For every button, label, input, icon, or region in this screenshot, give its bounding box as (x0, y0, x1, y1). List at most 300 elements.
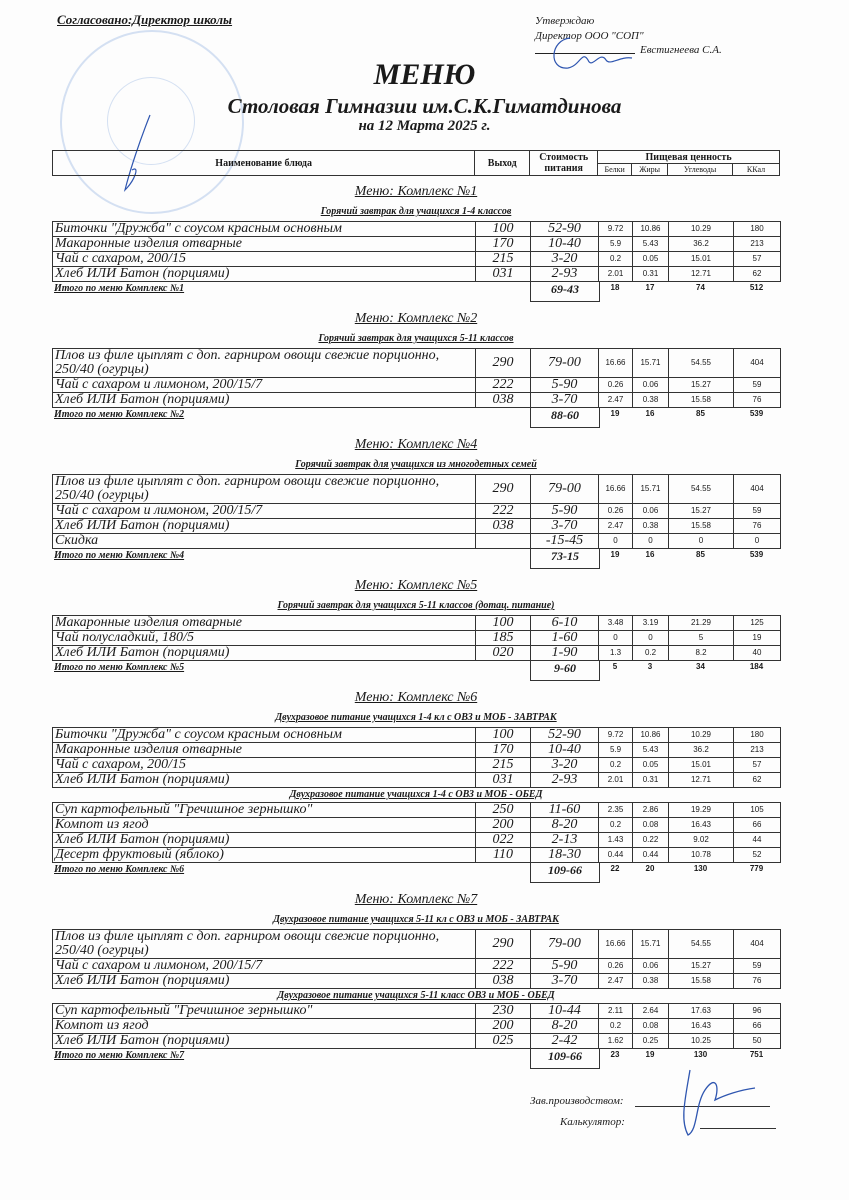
dish-protein: 2.35 (599, 803, 633, 818)
dish-yield: 170 (476, 237, 531, 252)
dish-yield: 022 (476, 833, 531, 848)
dish-carbs: 15.58 (669, 393, 734, 408)
dish-protein: 9.72 (599, 222, 633, 237)
dish-table (52, 348, 781, 408)
dish-yield: 185 (476, 631, 531, 646)
dish-cost: 5-90 (531, 959, 599, 974)
dish-cost: 52-90 (531, 222, 599, 237)
dish-table (52, 474, 781, 549)
dish-carbs: 10.78 (669, 848, 734, 863)
dish-fat: 0.06 (633, 504, 669, 519)
group-subtitle: Горячий завтрак для учащихся 5-11 классов (318, 333, 514, 344)
section-gap (52, 302, 780, 310)
dish-kcal: 57 (734, 252, 781, 267)
table-row (53, 1019, 781, 1034)
dish-yield: 031 (476, 267, 531, 282)
dish-cost: 3-70 (531, 519, 599, 534)
dish-carbs: 10.29 (669, 222, 734, 237)
dish-carbs: 15.01 (669, 252, 734, 267)
dish-name: Плов из филе цыплят с доп. гарниром овощи свежие порционно, 250/40 (огурцы) (53, 475, 476, 504)
total-label: Итого по меню Комплекс №6 (54, 864, 185, 875)
dish-carbs: 10.29 (669, 728, 734, 743)
dish-fat: 0.22 (633, 833, 669, 848)
table-row (53, 631, 781, 646)
section-total (52, 282, 780, 302)
dish-kcal: 404 (734, 930, 781, 959)
dish-table (52, 1003, 781, 1049)
dish-fat: 0.08 (633, 818, 669, 833)
col-fat: Жиры (632, 164, 668, 176)
dish-cost: 2-93 (531, 773, 599, 788)
dish-yield: 200 (476, 1019, 531, 1034)
total-cost: 9-60 (530, 661, 600, 681)
director-name: Евстигнеева С.А. (640, 44, 722, 56)
section-title: Меню: Комплекс №2 (354, 311, 478, 326)
dish-fat: 0.31 (633, 773, 669, 788)
dish-name: Макаронные изделия отварные (53, 237, 476, 252)
dish-fat: 0.25 (633, 1034, 669, 1049)
dish-kcal: 52 (734, 848, 781, 863)
table-row (53, 534, 781, 549)
dish-kcal: 180 (734, 728, 781, 743)
table-row (53, 974, 781, 989)
dish-yield: 215 (476, 758, 531, 773)
total-fat: 17 (645, 283, 655, 292)
dish-name: Хлеб ИЛИ Батон (порциями) (53, 833, 476, 848)
dish-cost: 79-00 (531, 930, 599, 959)
dish-protein: 0.26 (599, 378, 633, 393)
dish-name: Хлеб ИЛИ Батон (порциями) (53, 267, 476, 282)
dish-kcal: 62 (734, 773, 781, 788)
dish-kcal: 213 (734, 743, 781, 758)
dish-yield: 290 (476, 475, 531, 504)
dish-table (52, 221, 781, 282)
table-row (53, 833, 781, 848)
dish-name: Хлеб ИЛИ Батон (порциями) (53, 773, 476, 788)
dish-table (52, 929, 781, 989)
total-fat: 19 (645, 1050, 655, 1059)
dish-fat: 2.86 (633, 803, 669, 818)
group-subtitle: Двухразовое питание учащихся 1-4 с ОВЗ и МОБ - ОБЕД (289, 789, 543, 800)
col-carbs: Углеводы (668, 164, 733, 176)
group-subtitle: Двухразовое питание учащихся 5-11 класс ОВЗ и МОБ - ОБЕД (277, 990, 555, 1001)
dish-carbs: 15.58 (669, 974, 734, 989)
dish-protein: 2.01 (599, 773, 633, 788)
menu-section (52, 577, 780, 689)
dish-protein: 1.3 (599, 646, 633, 661)
dish-cost: 11-60 (531, 803, 599, 818)
dish-cost: 8-20 (531, 1019, 599, 1034)
table-row (53, 1034, 781, 1049)
dish-protein: 0.2 (599, 252, 633, 267)
total-fat: 16 (645, 409, 655, 418)
canteen-name: Столовая Гимназии им.С.К.Гиматдинова (227, 94, 622, 118)
dish-fat: 15.71 (633, 475, 669, 504)
dish-yield: 290 (476, 349, 531, 378)
dish-kcal: 50 (734, 1034, 781, 1049)
dish-yield: 020 (476, 646, 531, 661)
dish-protein: 5.9 (599, 743, 633, 758)
dish-table (52, 727, 781, 788)
dish-yield: 170 (476, 743, 531, 758)
dish-protein: 0.26 (599, 504, 633, 519)
dish-kcal: 180 (734, 222, 781, 237)
dish-name: Компот из ягод (53, 1019, 476, 1034)
dish-yield: 215 (476, 252, 531, 267)
dish-kcal: 19 (734, 631, 781, 646)
section-title: Меню: Комплекс №4 (354, 437, 478, 452)
dish-fat: 0.31 (633, 267, 669, 282)
dish-carbs: 54.55 (669, 475, 734, 504)
section-title: Меню: Комплекс №7 (354, 892, 478, 907)
section-total (52, 408, 780, 428)
dish-yield: 031 (476, 773, 531, 788)
dish-cost: 18-30 (531, 848, 599, 863)
table-row (53, 616, 781, 631)
dish-table (52, 615, 781, 661)
dish-protein: 0 (599, 534, 633, 549)
dish-yield: 200 (476, 818, 531, 833)
dish-name: Десерт фруктовый (яблоко) (53, 848, 476, 863)
dish-yield: 222 (476, 378, 531, 393)
dish-carbs: 8.2 (669, 646, 734, 661)
dish-protein: 2.47 (599, 974, 633, 989)
dish-kcal: 213 (734, 237, 781, 252)
table-row (53, 646, 781, 661)
dish-fat: 0.06 (633, 959, 669, 974)
total-kcal: 539 (749, 550, 764, 559)
dish-protein: 2.11 (599, 1004, 633, 1019)
menu-sections (52, 183, 780, 1077)
dish-carbs: 15.58 (669, 519, 734, 534)
dish-yield: 230 (476, 1004, 531, 1019)
total-carbs: 130 (693, 864, 708, 873)
col-kcal: ККал (733, 164, 780, 176)
total-fat: 3 (647, 662, 653, 671)
dish-kcal: 404 (734, 349, 781, 378)
dish-name: Чай полусладкий, 180/5 (53, 631, 476, 646)
dish-cost: 79-00 (531, 475, 599, 504)
dish-name: Скидка (53, 534, 476, 549)
dish-kcal: 44 (734, 833, 781, 848)
dish-name: Макаронные изделия отварные (53, 616, 476, 631)
dish-fat: 5.43 (633, 237, 669, 252)
table-row (53, 504, 781, 519)
approve-label: Утверждаю (535, 15, 595, 27)
total-protein: 5 (612, 662, 618, 671)
dish-carbs: 12.71 (669, 267, 734, 282)
page-title: МЕНЮ (373, 58, 476, 91)
dish-carbs: 19.29 (669, 803, 734, 818)
dish-fat: 10.86 (633, 728, 669, 743)
dish-yield: 038 (476, 519, 531, 534)
table-row (53, 475, 781, 504)
total-carbs: 130 (693, 1050, 708, 1059)
table-row (53, 848, 781, 863)
dish-protein: 0.2 (599, 818, 633, 833)
table-row (53, 758, 781, 773)
dish-carbs: 36.2 (669, 237, 734, 252)
dish-kcal: 76 (734, 393, 781, 408)
dish-protein: 2.47 (599, 393, 633, 408)
group-subtitle: Двухразовое питание учащихся 5-11 кл с ОВЗ и МОБ - ЗАВТРАК (273, 914, 559, 925)
dish-name: Биточки "Дружба" с соусом красным основным (53, 222, 476, 237)
table-row (53, 803, 781, 818)
dish-name: Макаронные изделия отварные (53, 743, 476, 758)
col-name: Наименование блюда (53, 151, 475, 176)
dish-name: Хлеб ИЛИ Батон (порциями) (53, 393, 476, 408)
dish-name: Чай с сахаром, 200/15 (53, 758, 476, 773)
dish-yield: 222 (476, 959, 531, 974)
table-row (53, 378, 781, 393)
dish-yield (476, 534, 531, 549)
dish-kcal: 40 (734, 646, 781, 661)
dish-carbs: 54.55 (669, 349, 734, 378)
group-subtitle: Двухразовое питание учащихся 1-4 кл с ОВЗ и МОБ - ЗАВТРАК (275, 712, 557, 723)
dish-name: Чай с сахаром и лимоном, 200/15/7 (53, 959, 476, 974)
agreed-label: Согласовано:Директор школы (57, 12, 233, 27)
table-row (53, 237, 781, 252)
total-cost: 109-66 (530, 1049, 600, 1069)
dish-cost: 1-90 (531, 646, 599, 661)
dish-yield: 100 (476, 728, 531, 743)
dish-yield: 110 (476, 848, 531, 863)
dish-cost: 3-70 (531, 974, 599, 989)
dish-cost: 10-40 (531, 743, 599, 758)
section-title: Меню: Комплекс №1 (354, 184, 478, 199)
dish-protein: 2.47 (599, 519, 633, 534)
col-yield: Выход (475, 151, 530, 176)
dish-protein: 0.2 (599, 758, 633, 773)
dish-table (52, 802, 781, 863)
dish-fat: 0.2 (633, 646, 669, 661)
dish-cost: 5-90 (531, 504, 599, 519)
dish-cost: 3-70 (531, 393, 599, 408)
total-cost: 109-66 (530, 863, 600, 883)
dish-cost: 10-44 (531, 1004, 599, 1019)
dish-carbs: 16.43 (669, 1019, 734, 1034)
dish-yield: 038 (476, 393, 531, 408)
dish-kcal: 59 (734, 504, 781, 519)
table-row (53, 349, 781, 378)
section-gap (52, 681, 780, 689)
total-kcal: 512 (749, 283, 764, 292)
dish-fat: 0.44 (633, 848, 669, 863)
section-gap (52, 428, 780, 436)
dish-name: Суп картофельный "Гречишное зернышко" (53, 803, 476, 818)
dish-name: Хлеб ИЛИ Батон (порциями) (53, 519, 476, 534)
total-label: Итого по меню Комплекс №1 (54, 283, 185, 294)
table-header (52, 150, 780, 176)
dish-cost: 6-10 (531, 616, 599, 631)
dish-name: Плов из филе цыплят с доп. гарниром овощи свежие порционно, 250/40 (огурцы) (53, 930, 476, 959)
total-carbs: 85 (696, 550, 705, 559)
calculator-label: Калькулятор: (560, 1116, 625, 1128)
dish-protein: 16.66 (599, 475, 633, 504)
dish-yield: 038 (476, 974, 531, 989)
dish-name: Суп картофельный "Гречишное зернышко" (53, 1004, 476, 1019)
total-cost: 73-15 (530, 549, 600, 569)
dish-cost: 1-60 (531, 631, 599, 646)
dish-carbs: 12.71 (669, 773, 734, 788)
dish-fat: 0 (633, 631, 669, 646)
dish-carbs: 15.01 (669, 758, 734, 773)
table-row (53, 252, 781, 267)
dish-kcal: 76 (734, 519, 781, 534)
dish-protein: 1.43 (599, 833, 633, 848)
section-total (52, 661, 780, 681)
dish-name: Чай с сахаром и лимоном, 200/15/7 (53, 504, 476, 519)
dish-kcal: 59 (734, 378, 781, 393)
dish-yield: 025 (476, 1034, 531, 1049)
dish-kcal: 125 (734, 616, 781, 631)
dish-fat: 2.64 (633, 1004, 669, 1019)
dish-name: Чай с сахаром, 200/15 (53, 252, 476, 267)
dish-carbs: 5 (669, 631, 734, 646)
dish-kcal: 404 (734, 475, 781, 504)
dish-carbs: 9.02 (669, 833, 734, 848)
section-title: Меню: Комплекс №6 (354, 690, 478, 705)
table-row (53, 930, 781, 959)
dish-protein: 5.9 (599, 237, 633, 252)
dish-cost: 2-93 (531, 267, 599, 282)
table-row (53, 222, 781, 237)
total-label: Итого по меню Комплекс №4 (54, 550, 185, 561)
table-row (53, 1004, 781, 1019)
dish-protein: 0.26 (599, 959, 633, 974)
dish-protein: 16.66 (599, 930, 633, 959)
total-protein: 22 (610, 864, 620, 873)
dish-name: Хлеб ИЛИ Батон (порциями) (53, 646, 476, 661)
dish-protein: 2.01 (599, 267, 633, 282)
dish-kcal: 105 (734, 803, 781, 818)
total-kcal: 779 (749, 864, 764, 873)
production-signature (670, 1060, 760, 1140)
dish-carbs: 36.2 (669, 743, 734, 758)
dish-cost: 52-90 (531, 728, 599, 743)
dish-fat: 0.05 (633, 758, 669, 773)
dish-protein: 0.2 (599, 1019, 633, 1034)
total-fat: 16 (645, 550, 655, 559)
table-row (53, 267, 781, 282)
total-protein: 18 (610, 283, 620, 292)
section-gap (52, 883, 780, 891)
dish-kcal: 76 (734, 974, 781, 989)
dish-carbs: 15.27 (669, 959, 734, 974)
dish-cost: 2-13 (531, 833, 599, 848)
dish-fat: 0.38 (633, 974, 669, 989)
production-head-label: Зав.производством: (530, 1095, 624, 1107)
total-carbs: 85 (696, 409, 705, 418)
table-row (53, 773, 781, 788)
dish-carbs: 0 (669, 534, 734, 549)
dish-fat: 0.05 (633, 252, 669, 267)
dish-cost: 3-20 (531, 758, 599, 773)
dish-cost: 5-90 (531, 378, 599, 393)
section-gap (52, 569, 780, 577)
group-subtitle: Горячий завтрак для учащихся 1-4 классов (320, 206, 512, 217)
dish-kcal: 66 (734, 818, 781, 833)
total-fat: 20 (645, 864, 655, 873)
dish-cost: 3-20 (531, 252, 599, 267)
dish-yield: 250 (476, 803, 531, 818)
dish-carbs: 54.55 (669, 930, 734, 959)
dish-cost: 10-40 (531, 237, 599, 252)
table-row (53, 519, 781, 534)
total-label: Итого по меню Комплекс №5 (54, 662, 185, 673)
group-subtitle: Горячий завтрак для учащихся из многодетных семей (295, 459, 537, 470)
dish-kcal: 59 (734, 959, 781, 974)
dish-name: Чай с сахаром и лимоном, 200/15/7 (53, 378, 476, 393)
dish-fat: 0 (633, 534, 669, 549)
dish-cost: 79-00 (531, 349, 599, 378)
dish-carbs: 15.27 (669, 504, 734, 519)
menu-section (52, 436, 780, 577)
total-protein: 19 (610, 409, 620, 418)
dish-protein: 1.62 (599, 1034, 633, 1049)
table-row (53, 959, 781, 974)
total-label: Итого по меню Комплекс №7 (54, 1050, 185, 1061)
dish-fat: 10.86 (633, 222, 669, 237)
col-protein: Белки (598, 164, 632, 176)
dish-fat: 15.71 (633, 930, 669, 959)
group-subtitle: Горячий завтрак для учащихся 5-11 классов (дотац. питание) (277, 600, 555, 611)
dish-carbs: 21.29 (669, 616, 734, 631)
dish-name: Биточки "Дружба" с соусом красным основным (53, 728, 476, 743)
dish-name: Плов из филе цыплят с доп. гарниром овощи свежие порционно, 250/40 (огурцы) (53, 349, 476, 378)
dish-yield: 222 (476, 504, 531, 519)
total-protein: 19 (610, 550, 620, 559)
total-carbs: 74 (696, 283, 705, 292)
section-total (52, 863, 780, 883)
dish-protein: 9.72 (599, 728, 633, 743)
total-cost: 88-60 (530, 408, 600, 428)
dish-kcal: 0 (734, 534, 781, 549)
dish-yield: 100 (476, 616, 531, 631)
menu-section (52, 310, 780, 436)
dish-fat: 5.43 (633, 743, 669, 758)
dish-protein: 0 (599, 631, 633, 646)
dish-protein: 0.44 (599, 848, 633, 863)
dish-kcal: 66 (734, 1019, 781, 1034)
dish-kcal: 62 (734, 267, 781, 282)
table-row (53, 393, 781, 408)
dish-cost: 2-42 (531, 1034, 599, 1049)
dish-cost: -15-45 (531, 534, 599, 549)
dish-fat: 0.06 (633, 378, 669, 393)
total-protein: 23 (610, 1050, 620, 1059)
total-cost: 69-43 (530, 282, 600, 302)
col-nutrition: Пищевая ценность (598, 151, 780, 164)
dish-fat: 0.38 (633, 519, 669, 534)
total-kcal: 184 (749, 662, 764, 671)
dish-carbs: 10.25 (669, 1034, 734, 1049)
menu-section (52, 183, 780, 310)
dish-fat: 15.71 (633, 349, 669, 378)
dish-name: Компот из ягод (53, 818, 476, 833)
dish-protein: 3.48 (599, 616, 633, 631)
dish-kcal: 96 (734, 1004, 781, 1019)
dish-name: Хлеб ИЛИ Батон (порциями) (53, 974, 476, 989)
dish-fat: 3.19 (633, 616, 669, 631)
total-kcal: 751 (749, 1050, 764, 1059)
total-carbs: 34 (696, 662, 705, 671)
menu-section (52, 891, 780, 1077)
table-row (53, 728, 781, 743)
dish-fat: 0.08 (633, 1019, 669, 1034)
dish-yield: 100 (476, 222, 531, 237)
dish-kcal: 57 (734, 758, 781, 773)
